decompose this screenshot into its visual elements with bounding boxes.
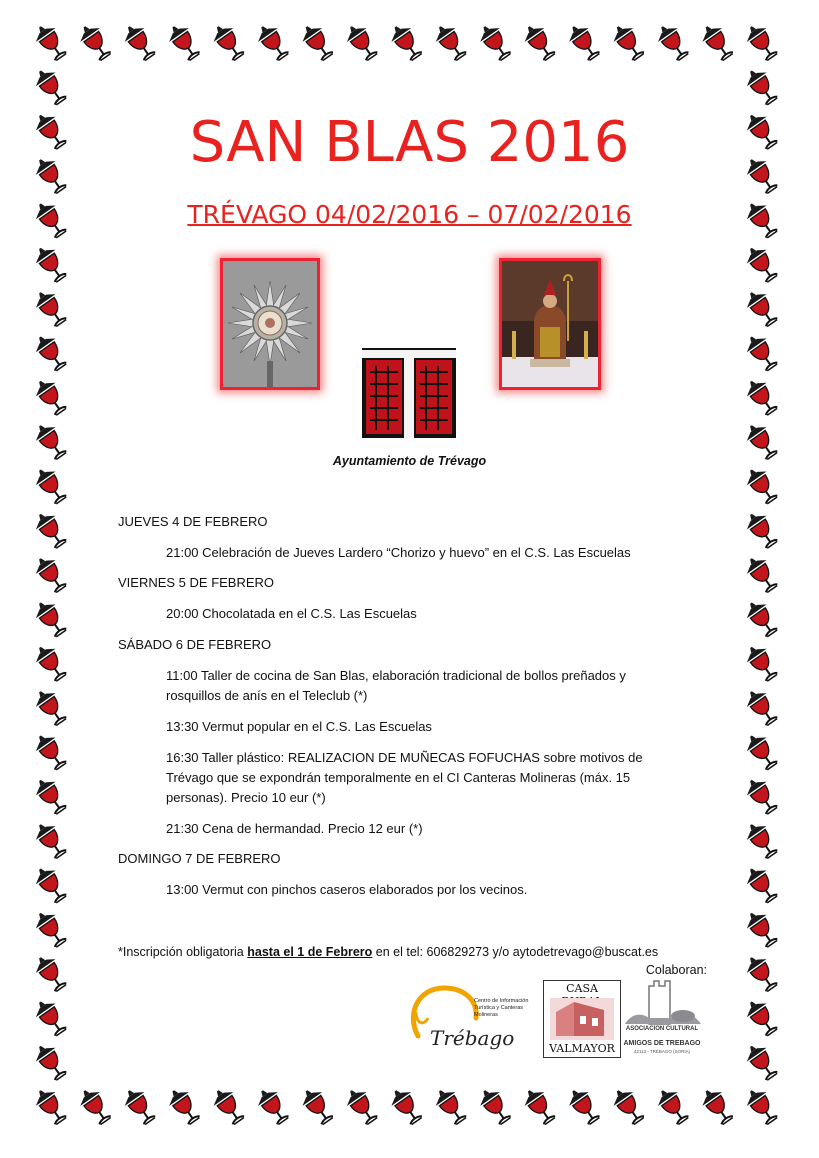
- coat-of-arms-icon: [362, 348, 456, 438]
- casa-rural-top: CASA: [566, 982, 598, 995]
- photo-caption: Ayuntamiento de Trévago: [332, 454, 487, 468]
- schedule-item: 20:00 Chocolatada en el C.S. Las Escuelas: [166, 606, 417, 621]
- collaborators-label: Colaboran:: [645, 963, 707, 977]
- day-heading: SÁBADO 6 DE FEBRERO: [118, 637, 272, 652]
- trebago-tagline: Centro de Información Turística y Canteras Molineras: [474, 998, 529, 1018]
- schedule-item: 16:30 Taller plástico: REALIZACION DE MUÑECAS FOFUCHAS sobre motivos de Trévago que se expondrán temporalmente en el CI Canteras Molineras (máx. 15 personas). Precio 10 eur (*): [166, 750, 643, 805]
- san-blas-statue-photo: [499, 258, 601, 390]
- statue-icon: [502, 261, 598, 387]
- schedule-item: 13:30 Vermut popular en el C.S. Las Escuelas: [166, 719, 432, 734]
- trebago-wordmark: Trébago: [430, 1026, 515, 1050]
- schedule-item: 21:00 Celebración de Jueves Lardero “Chorizo y huevo” en el C.S. Las Escuelas: [166, 545, 631, 560]
- asociacion-line2: AMIGOS DE TREBAGO: [623, 1040, 701, 1047]
- day-heading: VIERNES 5 DE FEBRERO: [118, 575, 275, 590]
- casa-rural-bottom: VALMAYOR: [549, 1042, 615, 1055]
- trevago-coat-of-arms: [362, 348, 456, 438]
- day-heading: DOMINGO 7 DE FEBRERO: [118, 851, 281, 866]
- note-deadline: hasta el 1 de Febrero: [247, 945, 373, 959]
- note-contact: en el tel: 606829273 y/o aytodetrevago@buscat.es: [372, 945, 659, 959]
- trebago-logo: [404, 984, 534, 1054]
- day-heading: JUEVES 4 DE FEBRERO: [118, 514, 268, 529]
- house-icon: [544, 996, 620, 1042]
- asociacion-logo: [621, 978, 703, 1058]
- asociacion-line3: 42113 - TRÉBAGO (SORIA): [633, 1049, 691, 1054]
- note-prefix: *Inscripción obligatoria: [118, 945, 248, 959]
- reliquary-icon: [223, 261, 317, 387]
- casa-rural-logo: [543, 980, 621, 1058]
- asociacion-line1: ASOCIACION CULTURAL: [625, 1026, 699, 1032]
- castle-icon: [621, 978, 703, 1028]
- schedule-item: 11:00 Taller de cocina de San Blas, elaboración tradicional de bollos preñados y rosquillos de anís en el Teleclub (*): [166, 668, 626, 703]
- reliquary-photo: [220, 258, 320, 390]
- poster-title: SAN BLAS 2016: [189, 110, 630, 175]
- schedule-item: 13:00 Vermut con pinchos caseros elaborados por los vecinos.: [166, 882, 528, 897]
- schedule-item: 21:30 Cena de hermandad. Precio 12 eur (*): [166, 821, 423, 836]
- poster-subtitle: TRÉVAGO 04/02/2016 – 07/02/2016: [187, 200, 632, 229]
- registration-note: [118, 945, 658, 959]
